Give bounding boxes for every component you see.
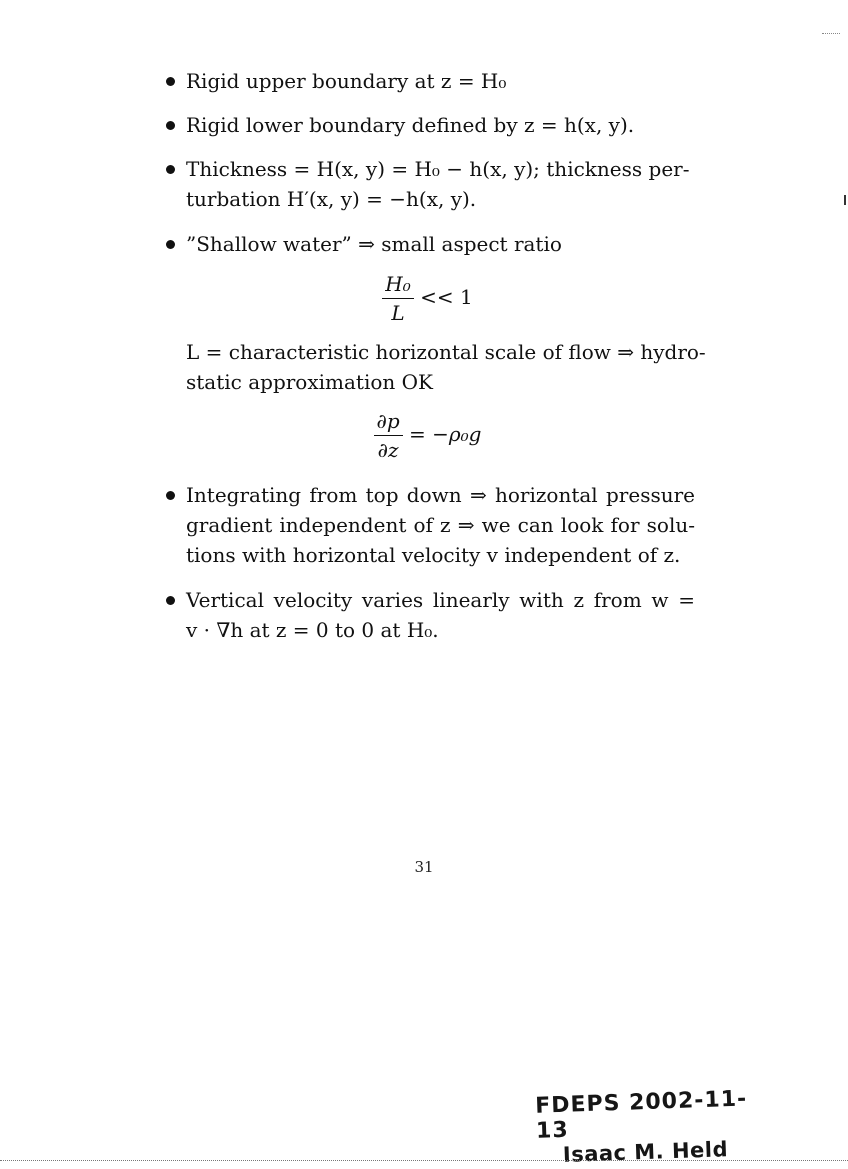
handwritten-signature — [535, 1086, 757, 1168]
paragraph-line: static approximation OK — [186, 370, 433, 394]
signature-line-author: Isaac M. Held — [562, 1137, 729, 1167]
bullet-dot — [166, 491, 175, 500]
scan-edge-line — [0, 1160, 848, 1161]
bullet-dot — [166, 240, 175, 249]
bullet-line: gradient independent of z ⇒ we can look for solu- — [186, 513, 695, 537]
page-number: 31 — [414, 858, 434, 876]
bullet-line: tions with horizontal velocity v independent of z. — [186, 543, 681, 567]
bullet-dot — [166, 165, 175, 174]
aspect-ratio-equation — [160, 272, 695, 325]
fraction-denominator: L — [391, 301, 405, 325]
equation-rhs: = −ρ₀g — [409, 422, 482, 446]
bullet-dot — [166, 121, 175, 130]
hydrostatic-equation — [160, 409, 695, 462]
signature-line-event: FDEPS 2002-11-13 — [534, 1086, 748, 1144]
scan-artifact — [822, 33, 840, 34]
bullet-line: turbation H′(x, y) = −h(x, y). — [186, 187, 477, 211]
bullet-line: Integrating from top down ⇒ horizontal pressure — [186, 483, 695, 507]
bullet-line: v · ∇h at z = 0 to 0 at H₀. — [186, 618, 439, 642]
fraction-numerator: ∂p — [374, 409, 403, 436]
bullet-line: ”Shallow water” ⇒ small aspect ratio — [186, 232, 562, 256]
bullet-dot — [166, 596, 175, 605]
scan-artifact — [844, 195, 846, 205]
fraction-numerator: H₀ — [382, 272, 413, 299]
bullet-line: Vertical velocity varies linearly with z from w = — [186, 588, 695, 612]
paragraph-line: L = characteristic horizontal scale of flow ⇒ hydro- — [186, 340, 706, 364]
fraction-denominator: ∂z — [377, 438, 399, 462]
equation-relation: << 1 — [420, 285, 473, 309]
bullet-line: Rigid lower boundary defined by z = h(x, y). — [186, 113, 635, 137]
bullet-line: Rigid upper boundary at z = H₀ — [186, 69, 507, 93]
bullet-line: Thickness = H(x, y) = H₀ − h(x, y); thickness per- — [186, 157, 690, 181]
fraction — [374, 409, 403, 462]
fraction — [382, 272, 413, 325]
bullet-dot — [166, 77, 175, 86]
